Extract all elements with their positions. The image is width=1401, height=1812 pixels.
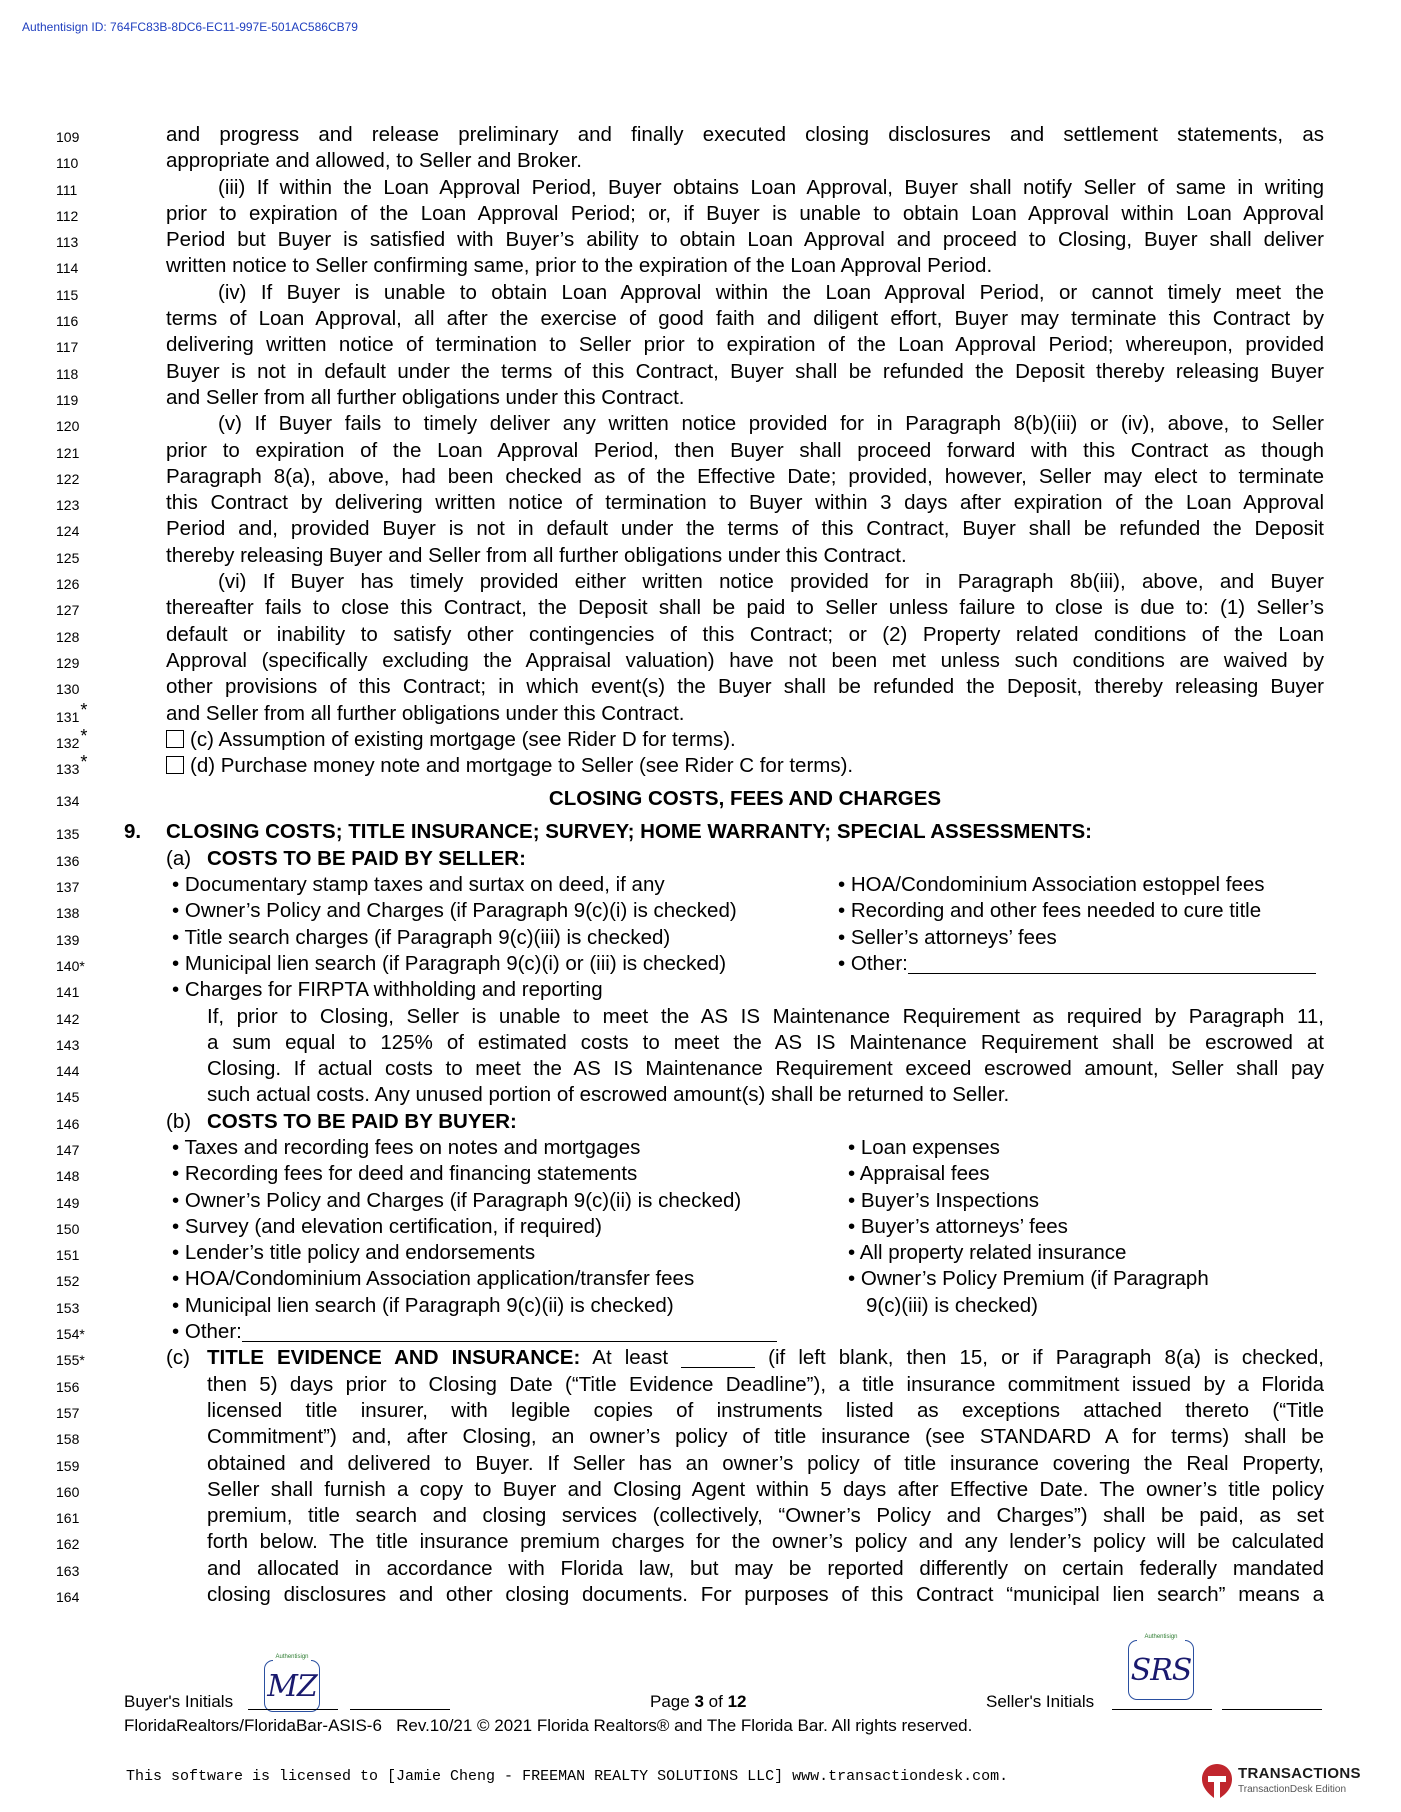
document-line: 160 Seller shall furnish a copy to Buyer and Closing Agent within 5 days after Effective Date. The owner’s title policy	[0, 1477, 1401, 1503]
document-line: 145 such actual costs. Any unused portion of escrowed amount(s) shall be returned to Seller.	[0, 1082, 1401, 1108]
document-line: 164 closing disclosures and other closing documents. For purposes of this Contract “municipal lien search” means a	[0, 1582, 1401, 1608]
line-number: 129	[56, 654, 80, 671]
document-line: 132* (c) Assumption of existing mortgage (see Rider D for terms).	[0, 727, 1401, 753]
seller-other-costs-field[interactable]	[908, 953, 1316, 974]
buyer-initials-line-1	[248, 1708, 338, 1710]
transactions-logo	[1200, 1760, 1370, 1804]
document-line: 138 • Owner’s Policy and Charges (if Paragraph 9(c)(i) is checked) • Recording and other fees needed to cure title	[0, 898, 1401, 924]
document-line: 141 • Charges for FIRPTA withholding and reporting	[0, 977, 1401, 1003]
required-field-star: *	[80, 699, 88, 720]
logo-subtitle: TransactionDesk Edition	[1238, 1784, 1347, 1795]
line-number: 123	[56, 497, 80, 514]
line-number: 130	[56, 681, 80, 698]
line-number: 141	[56, 984, 80, 1001]
document-line: 157 licensed title insurer, with legible copies of instruments listed as exceptions attached thereto (“Title	[0, 1398, 1401, 1424]
line-number: 111	[56, 181, 78, 198]
line-number: 109	[56, 129, 80, 145]
line-number: 155*	[56, 1352, 85, 1369]
line-number: 124	[56, 523, 80, 540]
line-number: 161	[56, 1510, 80, 1527]
line-number: 142	[56, 1010, 80, 1027]
form-identifier: FloridaRealtors/FloridaBar-ASIS-6 Rev.10/21 © 2021 Florida Realtors® and The Florida Bar. All rights reserved.	[124, 1716, 973, 1735]
paragraph-9-title: CLOSING COSTS; TITLE INSURANCE; SURVEY; HOME WARRANTY; SPECIAL ASSESSMENTS:	[166, 820, 1092, 844]
document-body	[0, 122, 1401, 1608]
document-line: 109 and progress and release preliminary and finally executed closing disclosures and settlement statements, as	[0, 122, 1401, 148]
line-number: 131*	[56, 699, 88, 725]
document-line: 136 (a) COSTS TO BE PAID BY SELLER:	[0, 846, 1401, 872]
purchase-money-note-checkbox[interactable]	[166, 756, 184, 774]
page-number: Page 3 of 12	[650, 1692, 747, 1711]
seller-initials-stamp[interactable]: Authentisign SRS	[1128, 1640, 1194, 1700]
line-number: 162	[56, 1536, 80, 1553]
required-field-star: *	[80, 725, 88, 746]
line-number: 128	[56, 628, 80, 645]
line-number: 158	[56, 1431, 80, 1448]
document-line: 154* • Other:	[0, 1319, 1401, 1345]
document-line: 112 prior to expiration of the Loan Approval Period; or, if Buyer is unable to obtain Loan Approval within Loan Approval	[0, 201, 1401, 227]
buyer-initials-label: Buyer's Initials	[124, 1692, 234, 1711]
logo-name: TRANSACTIONS	[1238, 1765, 1361, 1782]
line-number: 164	[56, 1589, 80, 1606]
document-line: 121 prior to expiration of the Loan Approval Period, then Buyer shall proceed forward with this Contract as though	[0, 438, 1401, 464]
buyer-other-costs-field[interactable]	[242, 1321, 777, 1342]
seller-initials-line-1	[1112, 1708, 1212, 1710]
document-line: 158 Commitment”) and, after Closing, an owner’s policy of title insurance (see STANDARD A for terms) shall be	[0, 1424, 1401, 1450]
line-number: 147	[56, 1141, 80, 1158]
line-number: 116	[56, 313, 79, 330]
line-number: 156	[56, 1378, 80, 1395]
document-line: 120 (v) If Buyer fails to timely deliver any written notice provided for in Paragraph 8(b)(iii) or (iv), above, to Seller	[0, 411, 1401, 437]
title-evidence-title: TITLE EVIDENCE AND INSURANCE:	[207, 1346, 581, 1370]
document-line: 118 Buyer is not in default under the terms of this Contract, Buyer shall be refunded the Deposit thereby releasing Buyer	[0, 359, 1401, 385]
authentisign-id: Authentisign ID: 764FC83B-8DC6-EC11-997E-501AC586CB79	[22, 20, 358, 34]
line-number: 149	[56, 1194, 80, 1211]
line-number: 118	[56, 365, 79, 382]
software-license-notice: This software is licensed to [Jamie Cheng - FREEMAN REALTY SOLUTIONS LLC] www.transactiondesk.com.	[126, 1768, 1009, 1785]
document-line: 123 this Contract by delivering written notice of termination to Buyer within 3 days after expiration of the Loan Approval	[0, 490, 1401, 516]
line-number: 148	[56, 1168, 80, 1185]
document-line: 127 thereafter fails to close this Contract, the Deposit shall be paid to Seller unless failure to close is due to: (1) Seller’s	[0, 595, 1401, 621]
line-number: 157	[56, 1404, 80, 1421]
buyer-costs-title: COSTS TO BE PAID BY BUYER:	[207, 1109, 517, 1133]
document-line: 156 then 5) days prior to Closing Date (“Title Evidence Deadline”), a title insurance commitment issued by a Florida	[0, 1372, 1401, 1398]
line-number: 146	[56, 1115, 80, 1132]
document-line: 131* and Seller from all further obligations under this Contract.	[0, 701, 1401, 727]
document-line: 162 forth below. The title insurance premium charges for the owner’s policy and any lender’s policy will be calculated	[0, 1529, 1401, 1555]
line-number: 139	[56, 931, 80, 948]
line-number: 135	[56, 826, 80, 843]
line-number: 125	[56, 549, 80, 566]
line-number: 132*	[56, 725, 88, 751]
document-line: 153 • Municipal lien search (if Paragraph 9(c)(ii) is checked) 9(c)(iii) is checked)	[0, 1293, 1401, 1319]
document-line: 159 obtained and delivered to Buyer. If Seller has an owner’s policy of title insurance covering the Real Property,	[0, 1451, 1401, 1477]
line-number: 134	[56, 793, 80, 810]
section-heading: CLOSING COSTS, FEES AND CHARGES	[548, 787, 942, 811]
seller-costs-title: COSTS TO BE PAID BY SELLER:	[207, 846, 526, 870]
document-line: 140* • Municipal lien search (if Paragraph 9(c)(i) or (iii) is checked) • Other:	[0, 951, 1401, 977]
document-line: 129 Approval (specifically excluding the Appraisal valuation) have not been met unless such conditions are waived by	[0, 648, 1401, 674]
document-line: 139 • Title search charges (if Paragraph 9(c)(iii) is checked) • Seller’s attorneys’ fees	[0, 925, 1401, 951]
document-line: 152 • HOA/Condominium Association application/transfer fees • Owner’s Policy Premium (if Paragraph	[0, 1266, 1401, 1292]
required-field-star: *	[79, 957, 85, 974]
seller-initials-line-2[interactable]	[1222, 1708, 1322, 1710]
required-field-star: *	[79, 1352, 85, 1369]
line-number: 122	[56, 470, 80, 487]
line-number: 143	[56, 1036, 80, 1053]
buyer-initials-line-2[interactable]	[350, 1708, 450, 1710]
line-number: 138	[56, 905, 80, 922]
line-number: 126	[56, 576, 80, 593]
document-line: 116 terms of Loan Approval, all after the exercise of good faith and diligent effort, Buyer may terminate this Contract by	[0, 306, 1401, 332]
line-number: 140*	[56, 957, 85, 974]
document-line: 137 • Documentary stamp taxes and surtax on deed, if any • HOA/Condominium Association estoppel fees	[0, 872, 1401, 898]
document-line	[0, 779, 1401, 819]
line-number: 163	[56, 1562, 80, 1579]
document-line: 115 (iv) If Buyer is unable to obtain Loan Approval within the Loan Approval Period, or cannot timely meet the	[0, 280, 1401, 306]
line-number: 144	[56, 1063, 80, 1080]
document-line: 111 (iii) If within the Loan Approval Period, Buyer obtains Loan Approval, Buyer shall notify Seller of same in writing	[0, 175, 1401, 201]
line-number: 114	[56, 260, 79, 277]
document-line: 122 Paragraph 8(a), above, had been checked as of the Effective Date; provided, however, Seller may elect to terminate	[0, 464, 1401, 490]
line-number: 112	[56, 207, 79, 224]
document-line: 143 a sum equal to 125% of estimated costs to meet the AS IS Maintenance Requirement shall be escrowed at	[0, 1030, 1401, 1056]
document-line: 155* (c) TITLE EVIDENCE AND INSURANCE: At least (if left blank, then 15, or if Paragraph 8(a) is checked,	[0, 1345, 1401, 1371]
document-line: 117 delivering written notice of termination to Seller prior to expiration of the Loan Approval Period; whereupon, provided	[0, 332, 1401, 358]
buyer-initials-stamp[interactable]: Authentisign MZ	[264, 1660, 320, 1712]
line-number: 117	[56, 339, 79, 356]
line-number: 136	[56, 852, 80, 869]
document-line: 148 • Recording fees for deed and financing statements • Appraisal fees	[0, 1161, 1401, 1187]
title-evidence-days-field[interactable]	[681, 1347, 755, 1368]
line-number: 145	[56, 1089, 80, 1106]
seller-initials-value: SRS	[1130, 1652, 1192, 1688]
document-line: 128 default or inability to satisfy other contingencies of this Contract; or (2) Property related conditions of the Loan	[0, 622, 1401, 648]
line-number: 110	[56, 155, 79, 172]
document-line: 126 (vi) If Buyer has timely provided either written notice provided for in Paragraph 8b(iii), above, and Buyer	[0, 569, 1401, 595]
line-number: 154*	[56, 1326, 85, 1343]
line-number: 151	[56, 1247, 80, 1264]
document-line: 114 written notice to Seller confirming same, prior to the expiration of the Loan Approval Period.	[0, 253, 1401, 279]
assumption-mortgage-checkbox[interactable]	[166, 730, 184, 748]
document-line: 144 Closing. If actual costs to meet the AS IS Maintenance Requirement exceed escrowed amount, Seller shall pay	[0, 1056, 1401, 1082]
document-line: 135 9. CLOSING COSTS; TITLE INSURANCE; SURVEY; HOME WARRANTY; SPECIAL ASSESSMENTS:	[0, 819, 1401, 845]
document-line: 151 • Lender’s title policy and endorsements • All property related insurance	[0, 1240, 1401, 1266]
line-number: 160	[56, 1483, 80, 1500]
line-number: 119	[56, 391, 79, 408]
document-line: 147 • Taxes and recording fees on notes and mortgages • Loan expenses	[0, 1135, 1401, 1161]
document-line: 133* (d) Purchase money note and mortgage to Seller (see Rider C for terms).	[0, 753, 1401, 779]
line-number: 137	[56, 879, 80, 896]
line-number: 159	[56, 1457, 80, 1474]
line-number: 153	[56, 1299, 80, 1316]
document-line: 163 and allocated in accordance with Florida law, but may be reported differently on certain federally mandated	[0, 1556, 1401, 1582]
document-line: 110 appropriate and allowed, to Seller and Broker.	[0, 148, 1401, 174]
required-field-star: *	[80, 752, 88, 773]
line-number: 127	[56, 602, 80, 619]
document-line: 125 thereby releasing Buyer and Seller from all further obligations under this Contract.	[0, 543, 1401, 569]
document-line: 124 Period and, provided Buyer is not in default under the terms of this Contract, Buyer shall be refunded the Deposit	[0, 516, 1401, 542]
document-line: 149 • Owner’s Policy and Charges (if Paragraph 9(c)(ii) is checked) • Buyer’s Inspections	[0, 1188, 1401, 1214]
seller-initials-label: Seller's Initials	[986, 1692, 1095, 1711]
document-line: 130 other provisions of this Contract; in which event(s) the Buyer shall be refunded the Deposit, thereby releasing Buyer	[0, 674, 1401, 700]
document-line: 146 (b) COSTS TO BE PAID BY BUYER:	[0, 1109, 1401, 1135]
document-line: 119 and Seller from all further obligations under this Contract.	[0, 385, 1401, 411]
line-number: 113	[56, 234, 79, 251]
buyer-initials-value: MZ	[267, 1668, 317, 1704]
line-number: 120	[56, 418, 80, 435]
required-field-star: *	[79, 1326, 85, 1343]
line-number: 133*	[56, 752, 88, 778]
transactions-logo-icon	[1200, 1762, 1234, 1800]
line-number: 121	[56, 444, 80, 461]
document-line: 150 • Survey (and elevation certification, if required) • Buyer’s attorneys’ fees	[0, 1214, 1401, 1240]
line-number: 115	[56, 286, 79, 303]
document-line: 161 premium, title search and closing services (collectively, “Owner’s Policy and Charges”) shall be paid, as set	[0, 1503, 1401, 1529]
document-line: 142 If, prior to Closing, Seller is unable to meet the AS IS Maintenance Requirement as required by Paragraph 11,	[0, 1004, 1401, 1030]
line-number: 152	[56, 1273, 80, 1290]
document-line: 113 Period but Buyer is satisfied with Buyer’s ability to obtain Loan Approval and proceed to Closing, Buyer shall deliver	[0, 227, 1401, 253]
line-number: 150	[56, 1220, 80, 1237]
